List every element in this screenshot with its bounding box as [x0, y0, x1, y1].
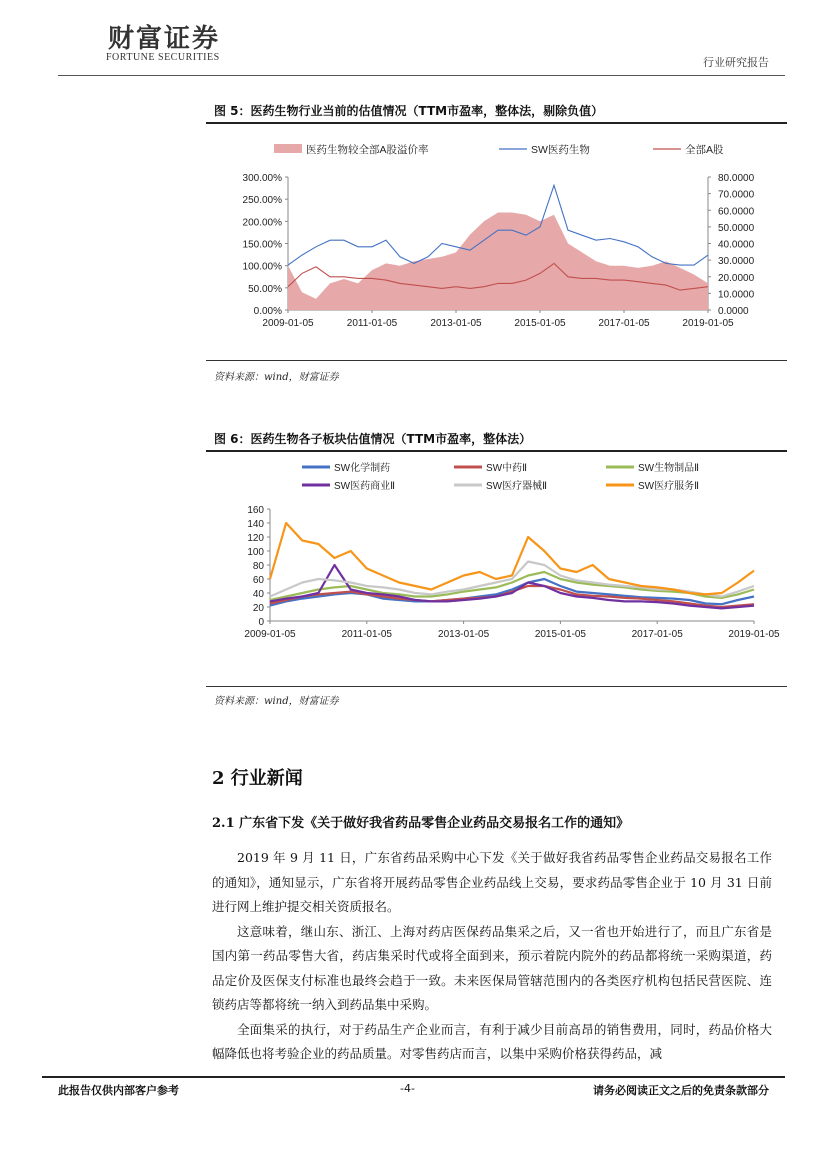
x-tick-label: 2011-01-05: [346, 318, 398, 329]
figure5-bottom-rule: [206, 360, 787, 361]
y-tick-label: 160: [247, 505, 264, 516]
legend-label: 全部A股: [685, 144, 724, 156]
paragraph: 全面集采的执行，对于药品生产企业而言，有利于减少目前高昂的销售费用，同时，药品价格大幅降低也将考验企业的药品质量。对零售药店而言，以集中采购价格获得药品，减: [212, 1021, 772, 1061]
y-tick-label: 0: [258, 617, 264, 628]
y-tick-label-right: 80.0000: [718, 173, 755, 184]
x-tick-label: 2015-01-05: [534, 629, 586, 640]
y-tick-label-left: 250.00%: [242, 195, 282, 207]
x-tick-label: 2019-01-05: [728, 629, 780, 640]
x-tick-label: 2009-01-05: [262, 318, 314, 329]
x-tick-label: 2013-01-05: [438, 629, 490, 640]
section-body: [212, 846, 772, 1067]
y-tick-label: 20: [252, 603, 264, 614]
series-line: [270, 523, 754, 594]
y-tick-label-right: 20.0000: [718, 272, 755, 284]
logo-cn: 财富证券: [108, 24, 221, 54]
y-tick-label: 140: [247, 519, 264, 530]
figure5-chart: [206, 130, 786, 355]
y-tick-label: 60: [252, 575, 264, 586]
section-heading: 2 行业新闻: [212, 768, 303, 789]
figure5-source: 资料来源：wind，财富证券: [214, 372, 339, 383]
legend-label: SW医药生物: [531, 144, 590, 156]
x-tick-label: 2017-01-05: [631, 629, 683, 640]
y-tick-label-right: 0.0000: [718, 306, 749, 317]
x-tick-label: 2015-01-05: [514, 318, 566, 329]
y-tick-label: 100: [247, 547, 264, 558]
paragraph: 2019 年 9 月 11 日，广东省药品采购中心下发《关于做好我省药品零售企业药品交易报名工作的通知》，通知显示，广东省将开展药品零售企业药品线上交易，要求药品零售企业于 10 月 31 日前进行网上维护提交相关资质报名。: [212, 850, 772, 914]
y-tick-label-right: 40.0000: [718, 239, 755, 251]
legend-label: SW医药商业Ⅱ: [334, 481, 396, 492]
x-tick-label: 2009-01-05: [244, 629, 296, 640]
y-tick-label-left: 150.00%: [242, 239, 282, 251]
footer-disclaimer-right: 请务必阅读正文之后的免责条款部分: [593, 1084, 769, 1097]
figure5-title: 图 5：医药生物行业当前的估值情况（TTM市盈率，整体法，剔除负值）: [214, 104, 604, 118]
y-tick-label-left: 100.00%: [242, 261, 282, 273]
logo-en: FORTUNE SECURITIES: [106, 52, 220, 63]
x-tick-label: 2017-01-05: [598, 318, 650, 329]
figure6-bottom-rule: [206, 686, 787, 687]
legend-label: SW中药Ⅱ: [486, 463, 528, 474]
y-tick-label-left: 50.00%: [248, 283, 282, 295]
premium-area: [288, 213, 708, 311]
paragraph: 这意味着，继山东、浙江、上海对药店医保药品集采之后，又一省也开始进行了，而且广东省是国内第一药品零售大省，药店集采时代或将全面到来，预示着院内院外的药品都将统一采购渠道，药品定价及医保支付标准也最终会趋于一致。未来医保局管辖范围内的各类医疗机构包括民营医院、连锁药店等都将统一纳入到药品集中采购。: [212, 923, 772, 1012]
figure5-top-rule: [206, 122, 787, 124]
y-tick-label-left: 200.00%: [242, 217, 282, 229]
y-tick-label-left: 0.00%: [253, 306, 282, 317]
y-tick-label-right: 50.0000: [718, 222, 755, 234]
figure6-top-rule: [206, 450, 787, 452]
footer-disclaimer-left: 此报告仅供内部客户参考: [58, 1084, 179, 1097]
header-divider: [58, 75, 785, 76]
y-tick-label-left: 300.00%: [242, 173, 282, 184]
legend-label: SW医疗器械Ⅱ: [486, 481, 548, 492]
x-tick-label: 2013-01-05: [430, 318, 482, 329]
y-tick-label-right: 30.0000: [718, 256, 755, 268]
y-tick-label-right: 10.0000: [718, 289, 755, 301]
y-tick-label: 120: [247, 533, 264, 544]
y-tick-label-right: 60.0000: [718, 206, 755, 218]
legend-label: 医药生物较全部A股溢价率: [306, 144, 429, 156]
x-tick-label: 2019-01-05: [682, 318, 734, 329]
legend-label: SW医疗服务Ⅱ: [638, 481, 700, 492]
figure6-source: 资料来源：wind，财富证券: [214, 696, 339, 707]
report-type: 行业研究报告: [703, 56, 769, 69]
y-tick-label: 40: [252, 589, 264, 600]
y-tick-label: 80: [252, 561, 264, 572]
legend-label: SW生物制品Ⅱ: [638, 463, 700, 474]
y-tick-label-right: 70.0000: [718, 189, 755, 201]
footer-divider: [42, 1076, 785, 1078]
section-subheading: 2.1 广东省下发《关于做好我省药品零售企业药品交易报名工作的通知》: [212, 816, 630, 831]
x-tick-label: 2011-01-05: [341, 629, 393, 640]
legend-label: SW化学制药: [334, 463, 391, 474]
figure6-chart: [206, 455, 786, 683]
figure6-title: 图 6：医药生物各子板块估值情况（TTM市盈率，整体法）: [214, 432, 532, 446]
page-number: -4-: [400, 1082, 415, 1095]
legend-swatch: [274, 144, 302, 153]
